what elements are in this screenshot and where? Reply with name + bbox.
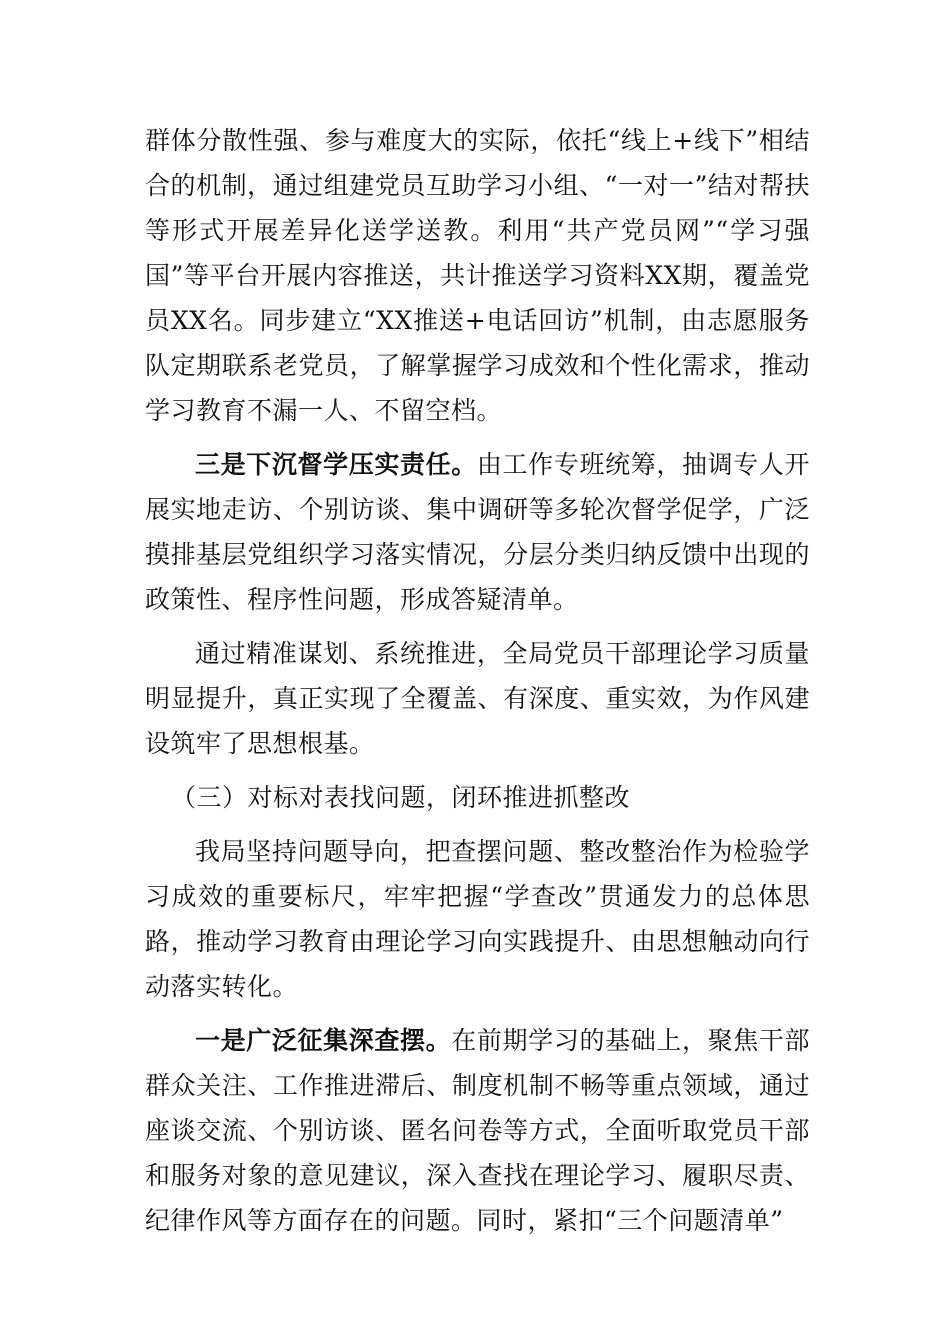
section-heading-three bbox=[145, 775, 810, 820]
paragraph-text: 我局坚持问题导向，把查摆问题、整改整治作为检验学习成效的重要标尺，牢牢把握“学查改”贯通发力的总体思路，推动学习教育由理论学习向实践提升、由思想触动向行动落实转化。 bbox=[145, 837, 810, 1001]
paragraph-continued-outreach bbox=[145, 118, 810, 433]
paragraph-text: 由工作专班统筹，抽调专人开展实地走访、个别访谈、集中调研等多轮次督学促学，广泛摸排基层党组织学习落实情况，分层分类归纳反馈中出现的政策性、程序性问题，形成答疑清单。 bbox=[145, 450, 810, 614]
paragraph-lead-bold: 三是下沉督学压实责任。 bbox=[195, 450, 477, 479]
paragraph-text: 在前期学习的基础上，聚焦干部群众关注、工作推进滞后、制度机制不畅等重点领域，通过座谈交流、个别访谈、匿名问卷等方式，全面听取党员干部和服务对象的意见建议，深入查找在理论学习、履职尽责、纪律作风等方面存在的问题。同时，紧扣“三个问题清单” bbox=[145, 1026, 810, 1235]
paragraph-lead-bold: 一是广泛征集深查摆。 bbox=[195, 1026, 452, 1055]
paragraph-text: 群体分散性强、参与难度大的实际，依托“线上+线下”相结合的机制，通过组建党员互助学习小组、“一对一”结对帮扶等形式开展差异化送学送教。利用“共产党员网”“学习强国”等平台开展内容推送，共计推送学习资料XX期，覆盖党员XX名。同步建立“XX推送+电话回访”机制，由志愿服务队定期联系老党员，了解掌握学习成效和个性化需求，推动学习教育不漏一人、不留空档。 bbox=[145, 126, 810, 425]
paragraph-problem-oriented bbox=[145, 829, 810, 1009]
document-page bbox=[145, 118, 810, 1252]
paragraph-collect-issues bbox=[145, 1018, 810, 1243]
section-heading-text: （三）对标对表找问题，闭环推进抓整改 bbox=[171, 783, 631, 812]
paragraph-text: 通过精准谋划、系统推进，全局党员干部理论学习质量明显提升，真正实现了全覆盖、有深度、重实效，为作风建设筑牢了思想根基。 bbox=[145, 639, 810, 758]
paragraph-supervision bbox=[145, 442, 810, 622]
paragraph-summary bbox=[145, 631, 810, 766]
